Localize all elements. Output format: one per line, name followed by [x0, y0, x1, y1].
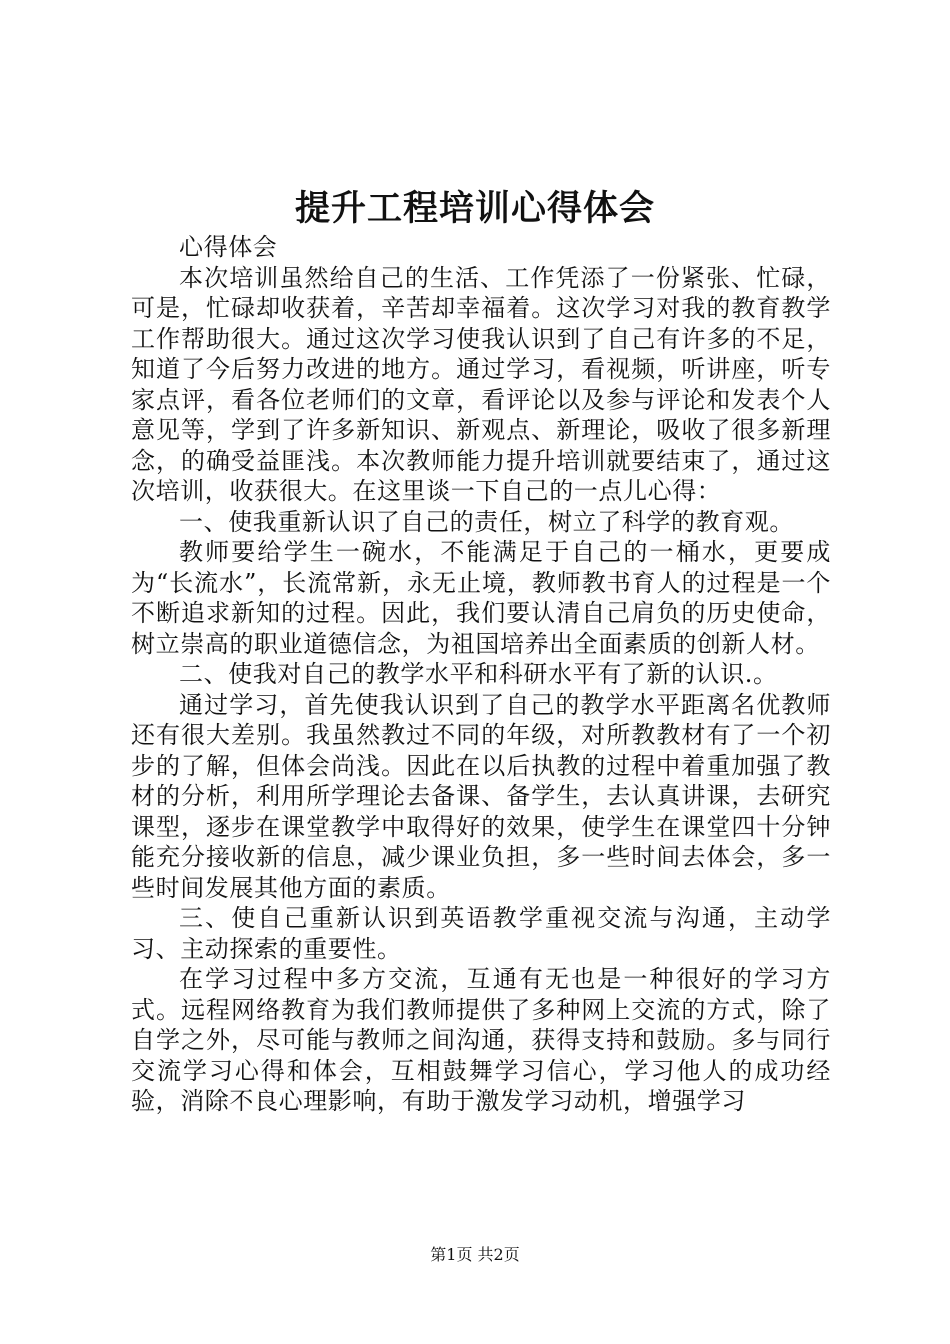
document-body [131, 232, 831, 1117]
paragraph-section-3-heading: 三、使自己重新认识到英语教学重视交流与沟通，主动学习、主动探索的重要性。 [131, 904, 831, 963]
document-title: 提升工程培训心得体会 [294, 188, 655, 229]
paragraph-intro: 本次培训虽然给自己的生活、工作凭添了一份紧张、忙碌，可是，忙碌却收获着，辛苦却幸福着。这次学习对我的教育教学工作帮助很大。通过这次学习使我认识到了自己有许多的不足，知道了今后努力改进的地方。通过学习，看视频，听讲座，听专家点评，看各位老师们的文章，看评论以及参与评论和发表个人意见等，学到了许多新知识、新观点、新理论，吸收了很多新理念，的确受益匪浅。本次教师能力提升培训就要结束了，通过这次培训，收获很大。在这里谈一下自己的一点儿心得： [131, 263, 831, 505]
paragraph-section-3-body: 在学习过程中多方交流，互通有无也是一种很好的学习方式。远程网络教育为我们教师提供了多种网上交流的方式，除了自学之外，尽可能与教师之间沟通，获得支持和鼓励。多与同行交流学习心得和体会，互相鼓舞学习信心，学习他人的成功经验，消除不良心理影响，有助于激发学习动机，增强学习 [131, 965, 831, 1115]
paragraph-section-2-heading: 二、使我对自己的教学水平和科研水平有了新的认识.。 [179, 660, 778, 688]
paragraph-section-1-heading: 一、使我重新认识了自己的责任，树立了科学的教育观。 [179, 507, 794, 536]
page-footer: 第1页 共2页 [430, 1245, 520, 1264]
paragraph-section-1-body: 教师要给学生一碗水，不能满足于自己的一桶水，更要成为“长流水”，长流常新，永无止境，教师教书育人的过程是一个不断追求新知的过程。因此，我们要认清自己肩负的历史使命，树立崇高的职业道德信念，为祖国培养出全面素质的创新人材。 [131, 538, 831, 658]
paragraph-section-2-body: 通过学习，首先使我认识到了自己的教学水平距离名优教师还有很大差别。我虽然教过不同的年级，对所教教材有了一个初步的了解，但体会尚浅。因此在以后执教的过程中着重加强了教材的分析，利用所学理论去备课、备学生，去认真讲课，去研究课型，逐步在课堂教学中取得好的效果，使学生在课堂四十分钟能充分接收新的信息，减少课业负担，多一些时间去体会，多一些时间发展其他方面的素质。 [131, 690, 831, 902]
paragraph-heading: 心得体会 [179, 233, 278, 261]
